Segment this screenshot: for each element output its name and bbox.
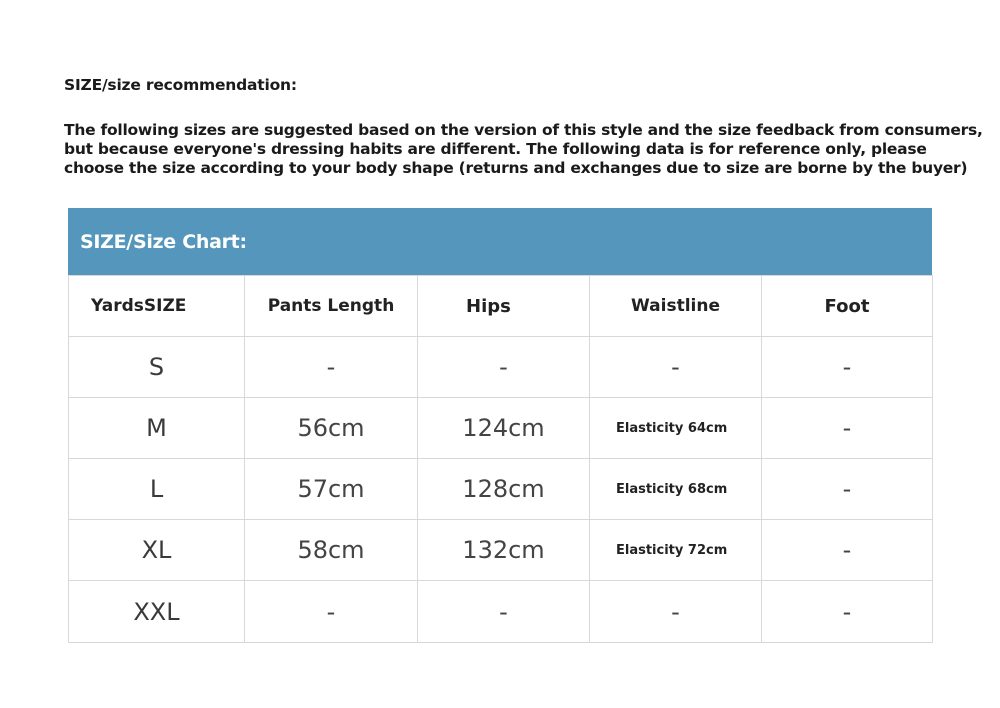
recommendation-notice	[64, 121, 983, 178]
pants-length-cell: 58cm	[245, 520, 418, 581]
foot-cell: -	[762, 581, 933, 643]
foot-cell: -	[762, 398, 933, 459]
size-cell: M	[69, 398, 245, 459]
table-row	[69, 520, 933, 581]
hips-cell: 128cm	[418, 459, 590, 520]
size-chart-header	[68, 208, 932, 275]
table-row	[69, 398, 933, 459]
hips-cell: -	[418, 581, 590, 643]
column-header-hips: Hips	[418, 276, 590, 337]
notice-line-1: The following sizes are suggested based on the version of this style and the size feedback from consumers,	[64, 121, 983, 139]
size-cell: L	[69, 459, 245, 520]
column-header-size: YardsSIZE	[69, 276, 245, 337]
size-chart	[68, 208, 932, 643]
foot-cell: -	[762, 520, 933, 581]
table-header-row	[69, 276, 933, 337]
recommendation-heading: SIZE/size recommendation:	[64, 76, 297, 94]
size-chart-title: SIZE/Size Chart:	[80, 230, 247, 253]
waistline-cell: Elasticity 68cm	[590, 459, 762, 520]
waistline-cell: -	[590, 581, 762, 643]
pants-length-cell: 57cm	[245, 459, 418, 520]
hips-cell: 124cm	[418, 398, 590, 459]
notice-line-2: but because everyone's dressing habits are different. The following data is for reference only, please	[64, 140, 927, 158]
pants-length-cell: -	[245, 337, 418, 398]
size-cell: S	[69, 337, 245, 398]
table-row	[69, 581, 933, 643]
pants-length-cell: -	[245, 581, 418, 643]
column-header-pants-length: Pants Length	[245, 276, 418, 337]
foot-cell: -	[762, 459, 933, 520]
waistline-cell: -	[590, 337, 762, 398]
column-header-waistline: Waistline	[590, 276, 762, 337]
waistline-cell: Elasticity 64cm	[590, 398, 762, 459]
size-table	[68, 275, 933, 643]
size-cell: XXL	[69, 581, 245, 643]
table-row	[69, 459, 933, 520]
pants-length-cell: 56cm	[245, 398, 418, 459]
hips-cell: -	[418, 337, 590, 398]
hips-cell: 132cm	[418, 520, 590, 581]
waistline-cell: Elasticity 72cm	[590, 520, 762, 581]
foot-cell: -	[762, 337, 933, 398]
column-header-foot: Foot	[762, 276, 933, 337]
notice-line-3: choose the size according to your body shape (returns and exchanges due to size are borne by the buyer)	[64, 159, 968, 177]
table-row	[69, 337, 933, 398]
size-cell: XL	[69, 520, 245, 581]
